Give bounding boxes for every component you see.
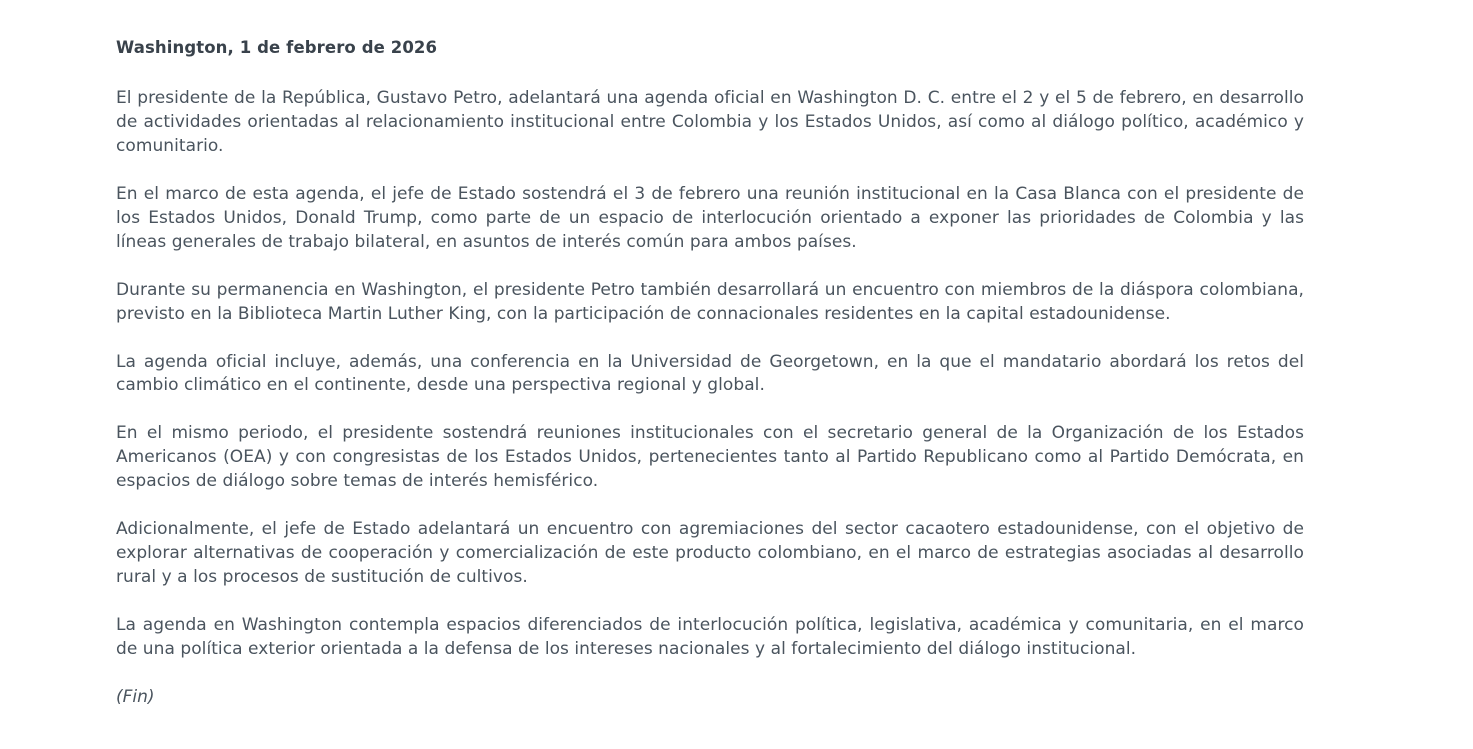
closing-marker: (Fin) [116,687,155,708]
document-body [116,36,1304,710]
paragraph-5: En el mismo periodo, el presidente sostendrá reuniones institucionales con el secretario general de la Organización de los Estados Americanos (OEA) y con congresistas de los Estados Unidos, pertenecientes tanto al Partido Republicano como al Partido Demócrata, en espacios de diálogo sobre temas de interés hemisférico. [116,423,1304,492]
paragraph-1: El presidente de la República, Gustavo Petro, adelantará una agenda oficial en Washington D. C. entre el 2 y el 5 de febrero, en desarrollo de actividades orientadas al relacionamiento institucional entre Colombia y los Estados Unidos, así como al diálogo político, académico y comunitario. [116,87,1304,156]
paragraph-7: La agenda en Washington contempla espacios diferenciados de interlocución política, legislativa, académica y comunitaria, en el marco de una política exterior orientada a la defensa de los intereses nacionales y al fortalecimiento del diálogo institucional. [116,615,1304,660]
paragraph-4: La agenda oficial incluye, además, una conferencia en la Universidad de Georgetown, en la que el mandatario abordará los retos del cambio climático en el continente, desde una perspectiva regional y global. [116,351,1304,396]
paragraph-2: En el marco de esta agenda, el jefe de Estado sostendrá el 3 de febrero una reunión institucional en la Casa Blanca con el presidente de los Estados Unidos, Donald Trump, como parte de un espacio de interlocución orientado a exponer las prioridades de Colombia y las líneas generales de trabajo bilateral, en asuntos de interés común para ambos países. [116,183,1304,252]
dateline: Washington, 1 de febrero de 2026 [116,38,438,57]
paragraph-6: Adicionalmente, el jefe de Estado adelantará un encuentro con agremiaciones del sector cacaotero estadounidense, con el objetivo de explorar alternativas de cooperación y comercialización de este producto colombiano, en el marco de estrategias asociadas al desarrollo rural y a los procesos de sustitución de cultivos. [116,519,1304,588]
paragraph-3: Durante su permanencia en Washington, el presidente Petro también desarrollará un encuentro con miembros de la diáspora colombiana, previsto en la Biblioteca Martin Luther King, con la participación de connacionales residentes en la capital estadounidense. [116,279,1304,324]
